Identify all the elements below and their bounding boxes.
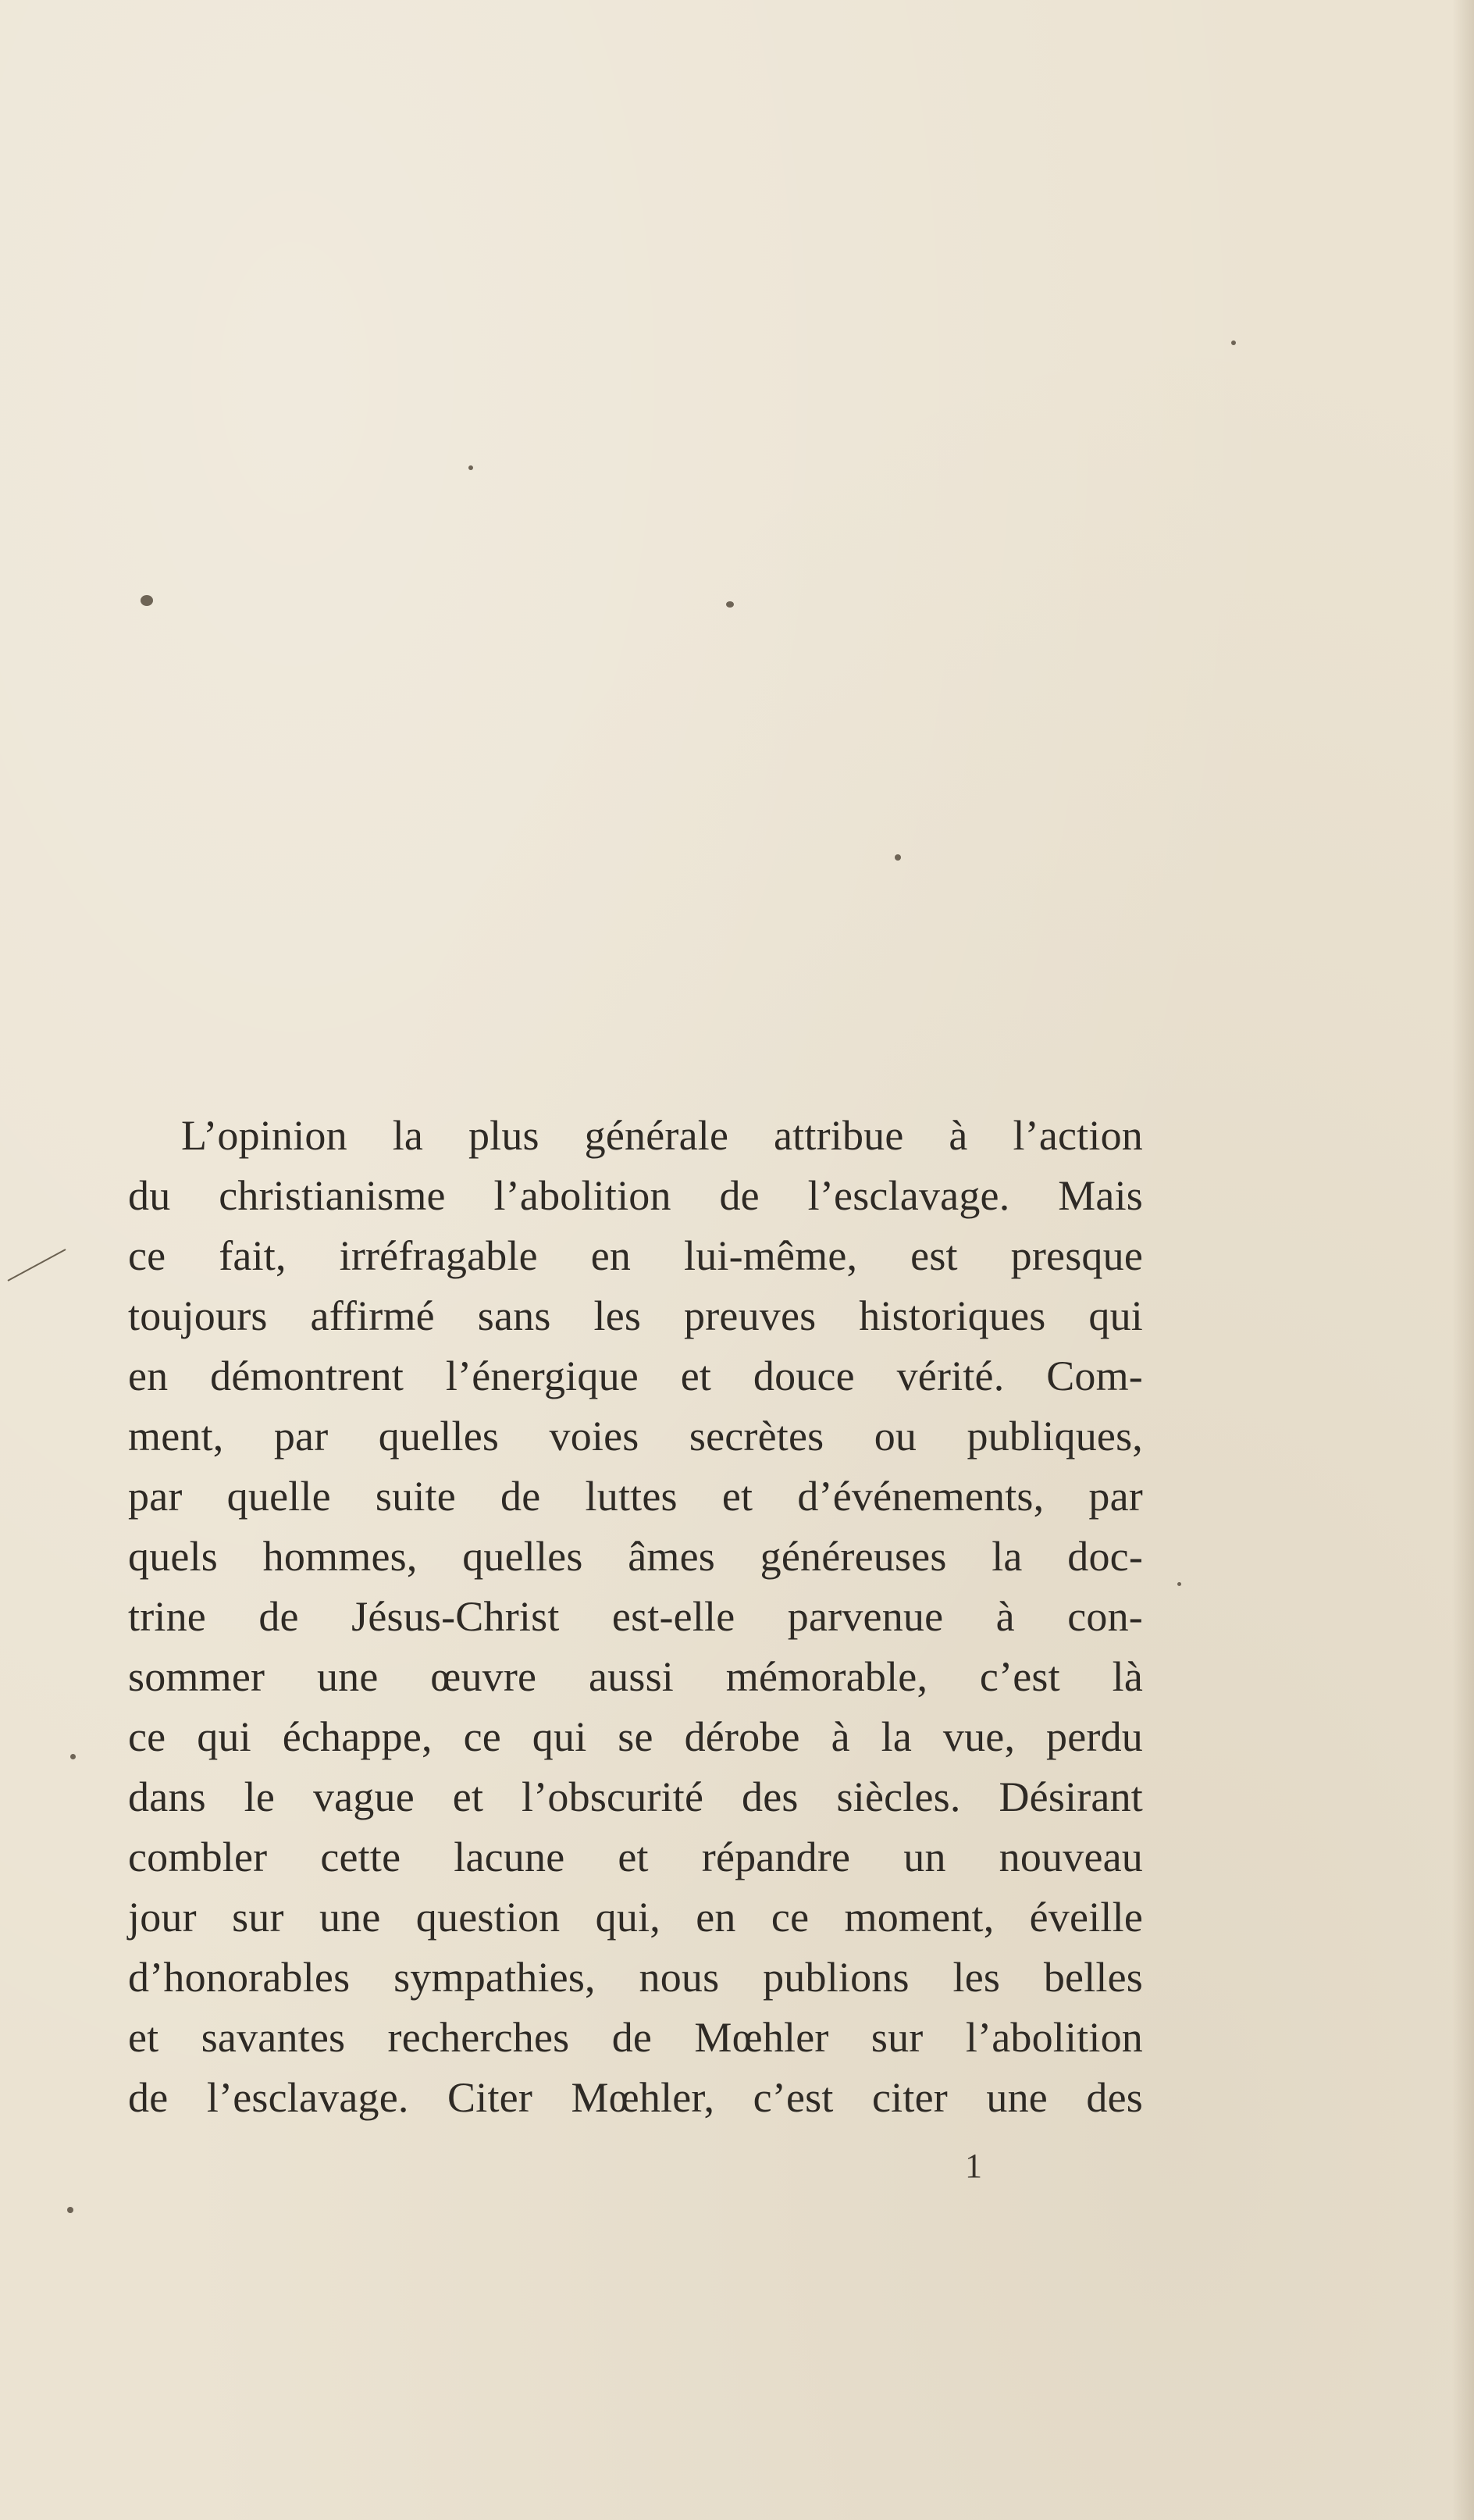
text-line: trine de Jésus-Christ est-elle parvenue à con- [128,1593,1143,1640]
text-line: ment, par quelles voies secrètes ou publiques, [128,1413,1143,1460]
text-line: et savantes recherches de Mœhler sur l’abolition [128,2014,1143,2061]
ink-speck [70,1754,76,1759]
text-line: du christianisme l’abolition de l’esclavage. Mais [128,1172,1143,1219]
ink-speck [468,465,473,470]
text-line: sommer une œuvre aussi mémorable, c’est là [128,1653,1143,1700]
ink-speck [1231,340,1236,345]
pencil-mark-icon [6,1248,67,1282]
text-line: par quelle suite de luttes et d’événements, par [128,1473,1143,1520]
text-line: quels hommes, quelles âmes généreuses la doc- [128,1533,1143,1580]
body-paragraph [128,1106,1143,2128]
page-number: 1 [965,2147,982,2185]
ink-speck [67,2207,73,2213]
page-edge-shadow [1452,0,1474,2520]
text-line: jour sur une question qui, en ce moment, éveille [128,1894,1143,1941]
ink-speck [141,595,153,606]
text-line: dans le vague et l’obscurité des siècles. Désirant [128,1773,1143,1820]
text-line: toujours affirmé sans les preuves historiques qui [128,1292,1143,1339]
text-line: en démontrent l’énergique et douce vérité. Com- [128,1353,1143,1399]
text-line: ce fait, irréfragable en lui-même, est presque [128,1232,1143,1279]
text-line: combler cette lacune et répandre un nouveau [128,1834,1143,1880]
ink-speck [895,854,901,861]
text-line: de l’esclavage. Citer Mœhler, c’est citer une des [128,2074,1143,2121]
text-line: ce qui échappe, ce qui se dérobe à la vue, perdu [128,1713,1143,1760]
ink-speck [726,601,734,608]
ink-speck [1177,1582,1181,1586]
text-line: L’opinion la plus générale attribue à l’action [181,1112,1143,1159]
text-line: d’honorables sympathies, nous publions les belles [128,1954,1143,2001]
